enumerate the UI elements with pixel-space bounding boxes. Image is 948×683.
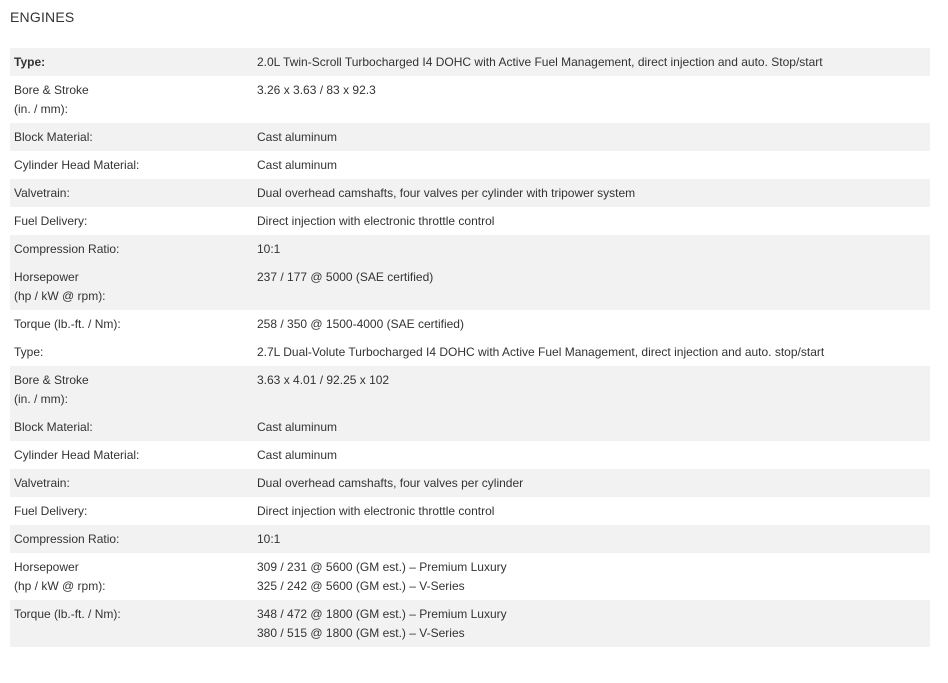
spec-label-line: Type: xyxy=(14,55,46,69)
spec-label-line: Fuel Delivery: xyxy=(14,504,88,518)
spec-label-line: Horsepower xyxy=(14,560,79,574)
spec-label-line: (hp / kW @ rpm): xyxy=(14,579,106,593)
spec-label-line: Bore & Stroke xyxy=(14,83,89,97)
spec-label-line: Valvetrain: xyxy=(14,186,70,200)
spec-label-line: Torque (lb.-ft. / Nm): xyxy=(14,607,121,621)
spec-label xyxy=(10,366,253,413)
spec-label xyxy=(10,235,253,263)
spec-value-line: Direct injection with electronic throttle control xyxy=(257,504,495,518)
spec-label-line: Bore & Stroke xyxy=(14,373,89,387)
spec-label xyxy=(10,441,253,469)
spec-value xyxy=(253,263,930,310)
spec-row xyxy=(10,235,930,263)
spec-label xyxy=(10,151,253,179)
spec-label-line: Valvetrain: xyxy=(14,476,70,490)
spec-row xyxy=(10,338,930,366)
spec-row xyxy=(10,553,930,600)
spec-value-line: Cast aluminum xyxy=(257,420,338,434)
spec-label xyxy=(10,207,253,235)
spec-label-line: Horsepower xyxy=(14,270,79,284)
spec-value xyxy=(253,600,930,647)
section-heading: ENGINES xyxy=(10,9,75,25)
spec-row xyxy=(10,310,930,338)
spec-value-line: Cast aluminum xyxy=(257,130,338,144)
spec-value-line: 258 / 350 @ 1500-4000 (SAE certified) xyxy=(257,317,464,331)
spec-row xyxy=(10,48,930,76)
spec-label-line: Block Material: xyxy=(14,420,93,434)
spec-value-line: 325 / 242 @ 5600 (GM est.) – V-Series xyxy=(257,579,465,593)
spec-label-line: Compression Ratio: xyxy=(14,242,120,256)
spec-label-line: Type: xyxy=(14,345,44,359)
spec-value xyxy=(253,207,930,235)
spec-value-line: 10:1 xyxy=(257,532,281,546)
spec-row xyxy=(10,179,930,207)
spec-row xyxy=(10,366,930,413)
spec-row xyxy=(10,207,930,235)
spec-value xyxy=(253,310,930,338)
spec-value-line: 2.7L Dual-Volute Turbocharged I4 DOHC with Active Fuel Management, direct injection and auto. stop/start xyxy=(257,345,825,359)
spec-label xyxy=(10,123,253,151)
spec-label xyxy=(10,525,253,553)
spec-label-line: Compression Ratio: xyxy=(14,532,120,546)
spec-row xyxy=(10,151,930,179)
spec-value xyxy=(253,338,930,366)
spec-row xyxy=(10,497,930,525)
spec-row xyxy=(10,76,930,123)
spec-value xyxy=(253,76,930,123)
spec-label xyxy=(10,310,253,338)
spec-value xyxy=(253,525,930,553)
spec-label xyxy=(10,413,253,441)
spec-label xyxy=(10,179,253,207)
spec-value-line: Direct injection with electronic throttle control xyxy=(257,214,495,228)
spec-label-line: Cylinder Head Material: xyxy=(14,158,140,172)
spec-value-line: 309 / 231 @ 5600 (GM est.) – Premium Luxury xyxy=(257,560,507,574)
spec-label-line: (hp / kW @ rpm): xyxy=(14,289,106,303)
spec-value xyxy=(253,441,930,469)
spec-value xyxy=(253,469,930,497)
spec-value-line: 3.63 x 4.01 / 92.25 x 102 xyxy=(257,373,390,387)
spec-label xyxy=(10,263,253,310)
spec-row xyxy=(10,263,930,310)
spec-label xyxy=(10,497,253,525)
spec-value-line: 348 / 472 @ 1800 (GM est.) – Premium Luxury xyxy=(257,607,507,621)
spec-value-line: Dual overhead camshafts, four valves per cylinder with tripower system xyxy=(257,186,636,200)
spec-value-line: 2.0L Twin-Scroll Turbocharged I4 DOHC with Active Fuel Management, direct injection and auto. Stop/start xyxy=(257,55,823,69)
spec-label-line: Cylinder Head Material: xyxy=(14,448,140,462)
spec-value-line: 10:1 xyxy=(257,242,281,256)
spec-row xyxy=(10,469,930,497)
spec-label-line: Block Material: xyxy=(14,130,93,144)
spec-label xyxy=(10,553,253,600)
spec-row xyxy=(10,600,930,647)
spec-value xyxy=(253,553,930,600)
spec-value xyxy=(253,48,930,76)
spec-row xyxy=(10,441,930,469)
spec-value xyxy=(253,179,930,207)
spec-label-line: Torque (lb.-ft. / Nm): xyxy=(14,317,121,331)
spec-value xyxy=(253,235,930,263)
spec-value-line: Dual overhead camshafts, four valves per cylinder xyxy=(257,476,524,490)
spec-label xyxy=(10,600,253,647)
spec-row xyxy=(10,123,930,151)
spec-label-line: Fuel Delivery: xyxy=(14,214,88,228)
spec-value-line: Cast aluminum xyxy=(257,448,338,462)
spec-label-line: (in. / mm): xyxy=(14,392,68,406)
spec-value-line: Cast aluminum xyxy=(257,158,338,172)
spec-value-line: 3.26 x 3.63 / 83 x 92.3 xyxy=(257,83,376,97)
spec-label xyxy=(10,76,253,123)
spec-value-line: 237 / 177 @ 5000 (SAE certified) xyxy=(257,270,434,284)
spec-value xyxy=(253,413,930,441)
spec-value xyxy=(253,151,930,179)
spec-label-line: (in. / mm): xyxy=(14,102,68,116)
spec-label xyxy=(10,469,253,497)
engine-spec-table xyxy=(10,48,930,647)
spec-label xyxy=(10,338,253,366)
spec-value xyxy=(253,497,930,525)
spec-row xyxy=(10,413,930,441)
spec-value xyxy=(253,123,930,151)
spec-value xyxy=(253,366,930,413)
spec-label xyxy=(10,48,253,76)
spec-row xyxy=(10,525,930,553)
spec-value-line: 380 / 515 @ 1800 (GM est.) – V-Series xyxy=(257,626,465,640)
